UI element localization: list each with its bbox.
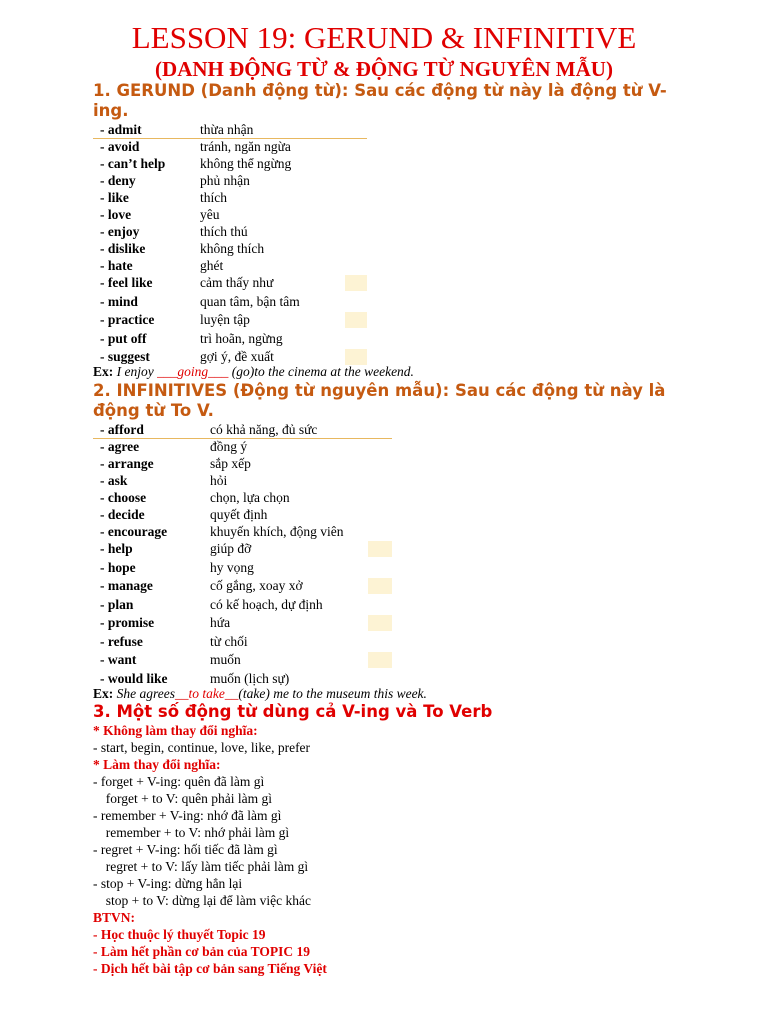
homework-item: - Học thuộc lý thuyết Topic 19 [93,927,266,942]
section2-example: Ex: She agrees__to take__(take) me to the museum this week. [93,686,427,701]
no-change-label: * Không làm thay đổi nghĩa: [93,723,258,738]
highlight-cell [368,652,392,668]
homework-item: - Dịch hết bài tập cơ bản sang Tiếng Việt [93,961,327,976]
change-line: remember + to V: nhớ phải làm gì [99,825,290,840]
homework-label: BTVN: [93,910,136,925]
change-line: regret + to V: lấy làm tiếc phải làm gì [99,859,309,874]
section3-heading: 3. Một số động từ dùng cả V-ing và To Verb [93,702,493,721]
change-line: - stop + V-ing: dừng hẳn lại [93,876,243,891]
example-answer: __to take__ [174,686,239,701]
highlight-cell [345,275,367,291]
worksheet-page: LESSON 19: GERUND & INFINITIVE (DANH ĐỘNG TỪ & ĐỘNG TỪ NGUYÊN MẪU) 1. GERUND (Danh động từ): Sau các động từ này là động từ V-ing. - admit thừa nhận - avoid tránh, ngăn ngừa - can’t help không thể ngừng - deny phủ nhận - like thích - love yêu - enjoy thích thú - dislike không thích - hate ghét - feel like cảm thấy như - mind quan tâm, bận tâm - practice luyện tập - put off trì hoãn, ngừng - suggest gợi ý, đề xuất Ex: I enjoy ___going___ (go)to the cinema at the weekend. 2. INFINITIVES (Động từ nguyên mẫu): Sau các động từ này là động từ To V. - afford có khả năng, đủ sức - agree đồng ý - arrange sắp xếp - ask hỏi - choose chọn, lựa chọn - decide quyết định - encourage khuyến khích, động viên - help giúp đỡ - hope hy vọng - manage cố gắng, xoay xở - plan có kế hoạch, dự định - promise hứa - refuse từ chối - want muốn - would like muốn (lịch sự) Ex: She agrees__to take__(take) me to the museum this week. 3. Một số động từ dùng cả V-ing và To Verb * Không làm thay đổi nghĩa: - start, begin, continue, love, like, prefer * Làm thay đổi nghĩa: - forget + V-ing: quên đã làm gì forget + to V: quên phải làm gì - remember + V-ing: nhớ đã làm gì remember + to V: nhớ phải làm gì - regret + V-ing: hối tiếc đã làm gì regret + to V: lấy làm tiếc phải làm gì - stop + V-ing: dừng hẳn lại stop + to V: dừng lại để làm việc khác BTVN: - Học thuộc lý thuyết Topic 19 - Làm hết phần cơ bản của TOPIC 19 - Dịch hết bài tập cơ bản sang Tiếng Việt [0,0,768,1024]
change-line: - remember + V-ing: nhớ đã làm gì [93,808,282,823]
highlight-cell [345,312,367,328]
section2-heading [93,381,683,421]
section1-heading-lead: 1. GERUND (Danh động từ): [93,81,349,100]
section2-heading-rest: Sau các động từ này là động từ To V. [93,381,666,420]
lesson-title: LESSON 19: GERUND & INFINITIVE [131,20,637,55]
highlight-cell [368,541,392,557]
change-label: * Làm thay đổi nghĩa: [93,757,221,772]
change-line: - regret + V-ing: hối tiếc đã làm gì [93,842,278,857]
change-line: stop + to V: dừng lại để làm việc khác [99,893,312,908]
lesson-subtitle: (DANH ĐỘNG TỪ & ĐỘNG TỪ NGUYÊN MẪU) [155,57,613,81]
section2-heading-lead: 2. INFINITIVES (Động từ nguyên mẫu): [93,381,450,400]
no-change-list: - start, begin, continue, love, like, prefer [93,740,311,755]
section1-example: Ex: I enjoy ___going___ (go)to the cinema at the weekend. [93,364,414,379]
section1-heading-rest: Sau các động từ này là động từ V-ing. [93,81,667,120]
highlight-cell [368,615,392,631]
homework-item: - Làm hết phần cơ bản của TOPIC 19 [93,944,311,959]
section1-heading [93,81,683,121]
example-answer: ___going___ [157,364,229,379]
change-line: forget + to V: quên phải làm gì [99,791,272,806]
change-line: - forget + V-ing: quên đã làm gì [93,774,265,789]
highlight-cell [368,578,392,594]
